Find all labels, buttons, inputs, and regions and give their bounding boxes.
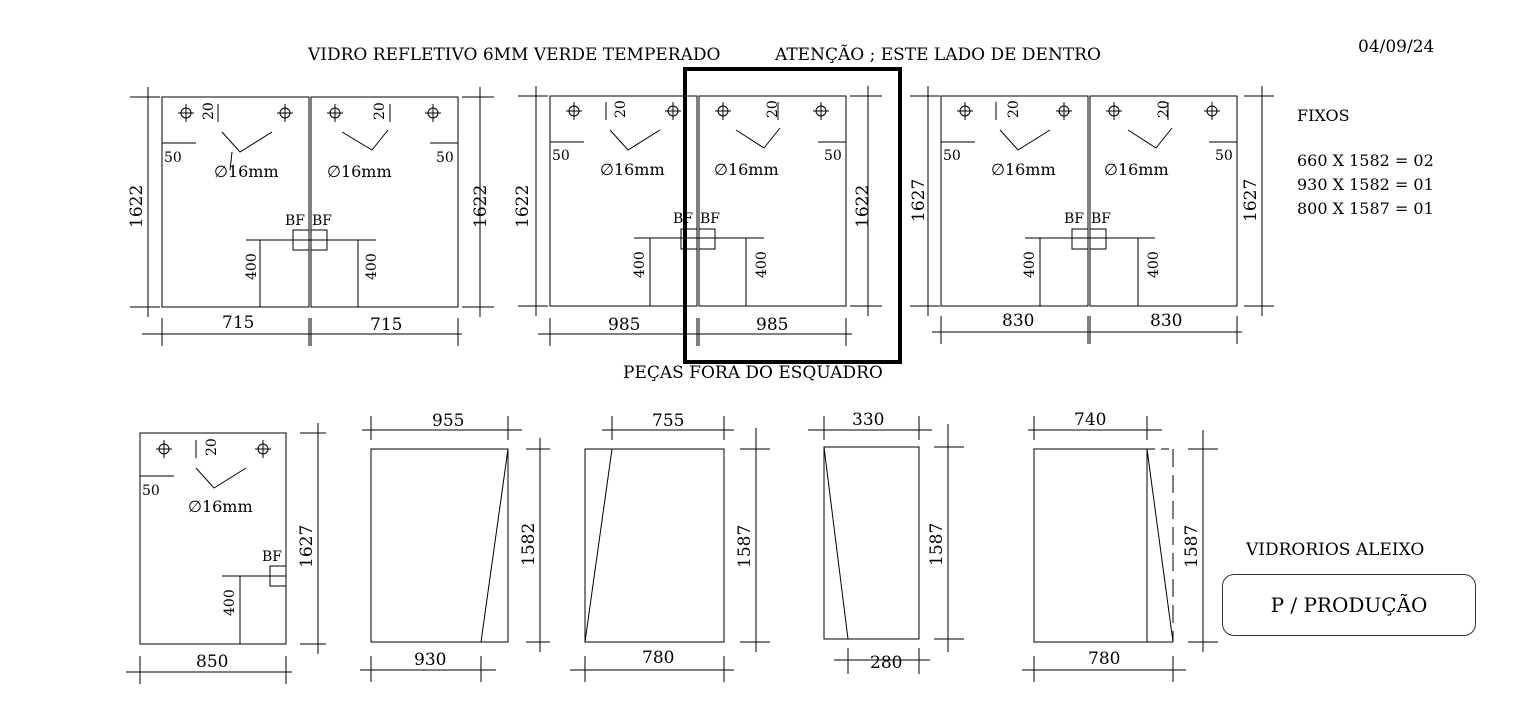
bottom-width-label: 280 xyxy=(870,653,903,673)
date: 04/09/24 xyxy=(1358,37,1435,57)
top-width-label: 330 xyxy=(852,410,885,430)
height-label: 1587 xyxy=(735,524,755,568)
trapezoid-panel-740 xyxy=(1022,410,1218,682)
company-name: VIDRORIOS ALEIXO xyxy=(1246,540,1425,560)
hole-label-right: ∅16mm xyxy=(1104,160,1169,179)
dim-400-left: 400 xyxy=(244,253,260,280)
glass-pair-715 xyxy=(127,87,494,346)
dim-400-right: 400 xyxy=(754,251,770,278)
glass-panel-right xyxy=(311,97,458,307)
bf-label: BF xyxy=(700,211,721,227)
dim-20-right: 20 xyxy=(765,100,781,118)
bottom-width-label: 930 xyxy=(414,650,447,670)
bf-label: BF xyxy=(312,213,333,229)
bf-label: BF xyxy=(673,211,694,227)
height-label-left: 1627 xyxy=(909,178,929,222)
bottom-width-label: 780 xyxy=(642,648,675,668)
hole-label-right: ∅16mm xyxy=(327,162,392,181)
dim-50-right: 50 xyxy=(1215,148,1233,164)
glass-panel-left xyxy=(550,96,697,306)
top-width-label: 755 xyxy=(652,411,685,431)
hole-label-left: ∅16mm xyxy=(214,162,279,181)
width-label-right: 830 xyxy=(1150,311,1183,331)
hole-label-left: ∅16mm xyxy=(991,160,1056,179)
glass-panel-850 xyxy=(126,423,326,684)
glass-panel-right xyxy=(1090,96,1237,306)
bf-label: BF xyxy=(262,549,283,565)
glass-pair-830 xyxy=(909,86,1274,344)
height-label-right: 1622 xyxy=(853,184,873,228)
height-label-right: 1627 xyxy=(1241,178,1261,222)
production-stamp xyxy=(1222,574,1476,636)
top-width-label: 955 xyxy=(432,411,465,431)
width-label-right: 715 xyxy=(370,315,403,335)
dim-20-right: 20 xyxy=(372,102,388,120)
trapezoid-panel-755 xyxy=(570,411,770,682)
width-label-left: 830 xyxy=(1002,311,1035,331)
fixos-title: FIXOS xyxy=(1297,106,1350,125)
trapezoid-panel-955 xyxy=(360,411,550,682)
height-label: 1582 xyxy=(519,522,539,566)
hole-label: ∅16mm xyxy=(188,497,253,516)
production-stamp-label: P / PRODUÇÃO xyxy=(1270,593,1428,617)
height-label-left: 1622 xyxy=(127,184,147,228)
bf-label: BF xyxy=(285,213,306,229)
height-label: 1587 xyxy=(1182,524,1202,568)
glass-panel-left xyxy=(162,97,309,307)
dim-50: 50 xyxy=(142,483,160,499)
height-label: 1587 xyxy=(927,522,947,566)
dim-20: 20 xyxy=(204,438,220,456)
dim-50-left: 50 xyxy=(164,150,182,166)
width-label-right: 985 xyxy=(756,315,789,335)
dim-400-left: 400 xyxy=(632,251,648,278)
dim-50-right: 50 xyxy=(436,150,454,166)
glass-panel-right xyxy=(699,96,846,306)
dim-20-right: 20 xyxy=(1156,100,1172,118)
dim-400-left: 400 xyxy=(1022,251,1038,278)
glass-pair-985 xyxy=(513,86,882,346)
inside-side-note: ATENÇÃO ; ESTE LADO DE DENTRO xyxy=(775,45,1101,65)
fixos-line-3: 800 X 1587 = 01 xyxy=(1297,199,1434,218)
hole-label-left: ∅16mm xyxy=(600,160,665,179)
width-label-left: 715 xyxy=(222,313,255,333)
dim-50-right: 50 xyxy=(824,148,842,164)
dim-20-left: 20 xyxy=(1006,100,1022,118)
dim-400-right: 400 xyxy=(364,253,380,280)
glass-panel-single xyxy=(140,433,286,644)
hole-label-right: ∅16mm xyxy=(714,160,779,179)
height-label-right: 1622 xyxy=(471,184,491,228)
glass-spec-title: VIDRO REFLETIVO 6MM VERDE TEMPERADO xyxy=(308,45,721,65)
width-label-left: 985 xyxy=(608,315,641,335)
dim-50-left: 50 xyxy=(552,148,570,164)
dim-50-left: 50 xyxy=(943,148,961,164)
fixos-line-2: 930 X 1582 = 01 xyxy=(1297,175,1434,194)
bottom-width-label: 780 xyxy=(1088,649,1121,669)
out-of-square-section-label: PEÇAS FORA DO ESQUADRO xyxy=(623,363,883,383)
height-label: 1627 xyxy=(297,524,317,568)
bf-label: BF xyxy=(1064,211,1085,227)
dim-20-left: 20 xyxy=(613,100,629,118)
dim-20-left: 20 xyxy=(201,102,217,120)
fixos-line-1: 660 X 1582 = 02 xyxy=(1297,151,1434,170)
width-label: 850 xyxy=(196,652,229,672)
top-width-label: 740 xyxy=(1074,410,1107,430)
glass-panel-left xyxy=(941,96,1088,306)
bf-label: BF xyxy=(1091,211,1112,227)
dim-400-right: 400 xyxy=(1146,251,1162,278)
dim-400: 400 xyxy=(222,589,238,616)
height-label-left: 1622 xyxy=(513,184,533,228)
trapezoid-panel-330 xyxy=(808,410,964,674)
